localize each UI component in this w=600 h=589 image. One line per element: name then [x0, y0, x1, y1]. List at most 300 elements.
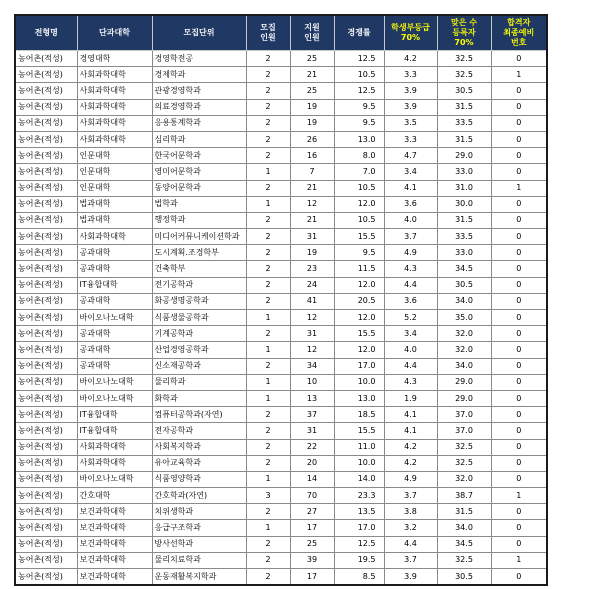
cell-applicants: 21: [290, 212, 334, 228]
cell-score: 32.5: [437, 51, 491, 67]
cell-unit: 건축학부: [152, 261, 246, 277]
cell-score: 32.5: [437, 552, 491, 568]
cell-ratio: 20.5: [334, 293, 384, 309]
cell-score: 32.0: [437, 342, 491, 358]
cell-waitlist: 0: [491, 536, 547, 552]
cell-college: 공과대학: [77, 261, 152, 277]
cell-gpa: 3.9: [384, 99, 437, 115]
cell-track: 농어촌(적성): [15, 423, 77, 439]
cell-ratio: 12.5: [334, 51, 384, 67]
table-row: [15, 99, 547, 115]
cell-unit: 행정학과: [152, 212, 246, 228]
cell-unit: 식품영양학과: [152, 471, 246, 487]
cell-track: 농어촌(적성): [15, 261, 77, 277]
cell-quota: 2: [246, 67, 290, 83]
col-header-waitlist: 합격자 최종예비 번호: [491, 15, 547, 51]
cell-waitlist: 0: [491, 115, 547, 131]
cell-gpa: 4.4: [384, 536, 437, 552]
cell-gpa: 3.7: [384, 488, 437, 504]
cell-gpa: 4.9: [384, 471, 437, 487]
cell-score: 31.5: [437, 131, 491, 147]
cell-quota: 2: [246, 293, 290, 309]
cell-unit: 물리학과: [152, 374, 246, 390]
cell-applicants: 19: [290, 245, 334, 261]
cell-track: 농어촌(적성): [15, 99, 77, 115]
cell-score: 32.0: [437, 471, 491, 487]
cell-waitlist: 0: [491, 148, 547, 164]
cell-applicants: 26: [290, 131, 334, 147]
cell-applicants: 21: [290, 180, 334, 196]
cell-applicants: 22: [290, 439, 334, 455]
table-row: [15, 229, 547, 245]
cell-unit: 기계공학과: [152, 326, 246, 342]
cell-unit: 운동재활복지학과: [152, 569, 246, 586]
cell-quota: 2: [246, 261, 290, 277]
cell-track: 농어촌(적성): [15, 471, 77, 487]
table-row: [15, 536, 547, 552]
cell-quota: 1: [246, 310, 290, 326]
cell-score: 35.0: [437, 310, 491, 326]
table-row: [15, 51, 547, 67]
cell-ratio: 10.5: [334, 180, 384, 196]
cell-college: 공과대학: [77, 342, 152, 358]
cell-ratio: 11.0: [334, 439, 384, 455]
cell-track: 농어촌(적성): [15, 245, 77, 261]
cell-applicants: 31: [290, 423, 334, 439]
cell-applicants: 12: [290, 310, 334, 326]
cell-unit: 법학과: [152, 196, 246, 212]
cell-track: 농어촌(적성): [15, 326, 77, 342]
table-header: [15, 15, 547, 51]
table-row: [15, 552, 547, 568]
cell-ratio: 15.5: [334, 229, 384, 245]
cell-gpa: 4.2: [384, 51, 437, 67]
cell-gpa: 3.2: [384, 520, 437, 536]
cell-college: 공과대학: [77, 245, 152, 261]
cell-score: 32.5: [437, 455, 491, 471]
table-row: [15, 390, 547, 406]
cell-gpa: 3.7: [384, 229, 437, 245]
cell-college: 사회과학대학: [77, 455, 152, 471]
cell-score: 38.7: [437, 488, 491, 504]
cell-applicants: 13: [290, 390, 334, 406]
cell-gpa: 4.1: [384, 180, 437, 196]
cell-waitlist: 0: [491, 277, 547, 293]
cell-college: 사회과학대학: [77, 131, 152, 147]
cell-applicants: 19: [290, 115, 334, 131]
cell-gpa: 3.6: [384, 196, 437, 212]
cell-applicants: 12: [290, 342, 334, 358]
cell-ratio: 8.5: [334, 569, 384, 586]
table-row: [15, 520, 547, 536]
cell-college: 법과대학: [77, 196, 152, 212]
cell-applicants: 37: [290, 407, 334, 423]
table-row: [15, 439, 547, 455]
cell-applicants: 21: [290, 67, 334, 83]
cell-applicants: 31: [290, 326, 334, 342]
cell-applicants: 10: [290, 374, 334, 390]
cell-college: 보건과학대학: [77, 552, 152, 568]
cell-unit: 영미어문학과: [152, 164, 246, 180]
cell-college: IT융합대학: [77, 407, 152, 423]
cell-college: 바이오나노대학: [77, 374, 152, 390]
cell-college: 공과대학: [77, 293, 152, 309]
cell-applicants: 34: [290, 358, 334, 374]
table-row: [15, 67, 547, 83]
cell-track: 농어촌(적성): [15, 552, 77, 568]
cell-college: 인문대학: [77, 164, 152, 180]
cell-quota: 2: [246, 552, 290, 568]
cell-waitlist: 1: [491, 67, 547, 83]
cell-college: 바이오나노대학: [77, 310, 152, 326]
cell-ratio: 9.5: [334, 245, 384, 261]
cell-score: 37.0: [437, 423, 491, 439]
cell-track: 농어촌(적성): [15, 488, 77, 504]
cell-score: 34.0: [437, 520, 491, 536]
cell-unit: 심리학과: [152, 131, 246, 147]
cell-quota: 1: [246, 520, 290, 536]
table-row: [15, 277, 547, 293]
table-row: [15, 488, 547, 504]
cell-score: 31.0: [437, 180, 491, 196]
table-row: [15, 471, 547, 487]
cell-waitlist: 0: [491, 293, 547, 309]
cell-waitlist: 0: [491, 504, 547, 520]
cell-track: 농어촌(적성): [15, 131, 77, 147]
cell-score: 29.0: [437, 148, 491, 164]
table-row: [15, 310, 547, 326]
col-header-applicants: 지원 인원: [290, 15, 334, 51]
cell-ratio: 12.5: [334, 83, 384, 99]
table-row: [15, 245, 547, 261]
cell-quota: 1: [246, 471, 290, 487]
table-row: [15, 504, 547, 520]
cell-track: 농어촌(적성): [15, 115, 77, 131]
cell-track: 농어촌(적성): [15, 310, 77, 326]
cell-score: 31.5: [437, 504, 491, 520]
cell-gpa: 4.0: [384, 212, 437, 228]
table-row: [15, 83, 547, 99]
col-header-ratio: 경쟁률: [334, 15, 384, 51]
cell-track: 농어촌(적성): [15, 520, 77, 536]
cell-college: 사회과학대학: [77, 83, 152, 99]
cell-score: 34.0: [437, 293, 491, 309]
cell-score: 37.0: [437, 407, 491, 423]
cell-unit: 응급구조학과: [152, 520, 246, 536]
cell-ratio: 23.3: [334, 488, 384, 504]
header-row: [15, 15, 547, 51]
cell-unit: 컴퓨터공학과(자연): [152, 407, 246, 423]
cell-college: 사회과학대학: [77, 99, 152, 115]
cell-gpa: 4.0: [384, 342, 437, 358]
cell-quota: 1: [246, 390, 290, 406]
cell-unit: 응용통계학과: [152, 115, 246, 131]
cell-quota: 2: [246, 99, 290, 115]
cell-ratio: 12.0: [334, 310, 384, 326]
col-header-quota: 모집 인원: [246, 15, 290, 51]
table-row: [15, 374, 547, 390]
cell-score: 32.0: [437, 326, 491, 342]
cell-college: 사회과학대학: [77, 439, 152, 455]
cell-unit: 유아교육학과: [152, 455, 246, 471]
cell-unit: 식품생물공학과: [152, 310, 246, 326]
cell-waitlist: 0: [491, 342, 547, 358]
admission-results-table: [14, 14, 548, 586]
cell-waitlist: 0: [491, 569, 547, 586]
cell-ratio: 12.0: [334, 342, 384, 358]
cell-ratio: 13.5: [334, 504, 384, 520]
cell-track: 농어촌(적성): [15, 196, 77, 212]
cell-score: 34.5: [437, 536, 491, 552]
cell-gpa: 3.4: [384, 164, 437, 180]
cell-score: 33.0: [437, 164, 491, 180]
cell-unit: 화학과: [152, 390, 246, 406]
cell-gpa: 4.4: [384, 358, 437, 374]
cell-quota: 1: [246, 164, 290, 180]
cell-ratio: 15.5: [334, 326, 384, 342]
cell-applicants: 25: [290, 51, 334, 67]
cell-waitlist: 0: [491, 245, 547, 261]
cell-applicants: 41: [290, 293, 334, 309]
cell-unit: 한국어문학과: [152, 148, 246, 164]
cell-gpa: 4.3: [384, 374, 437, 390]
cell-track: 농어촌(적성): [15, 180, 77, 196]
table-row: [15, 407, 547, 423]
cell-waitlist: 0: [491, 51, 547, 67]
cell-gpa: 4.1: [384, 423, 437, 439]
col-header-gpa: 학생부등급 70%: [384, 15, 437, 51]
cell-gpa: 4.2: [384, 439, 437, 455]
cell-applicants: 20: [290, 455, 334, 471]
cell-track: 농어촌(적성): [15, 277, 77, 293]
cell-unit: 간호학과(자연): [152, 488, 246, 504]
cell-ratio: 17.0: [334, 520, 384, 536]
cell-score: 30.5: [437, 277, 491, 293]
cell-score: 30.0: [437, 196, 491, 212]
cell-score: 33.5: [437, 115, 491, 131]
cell-unit: 경영학전공: [152, 51, 246, 67]
cell-quota: 1: [246, 374, 290, 390]
table-row: [15, 180, 547, 196]
cell-waitlist: 0: [491, 520, 547, 536]
table-row: [15, 261, 547, 277]
cell-score: 29.0: [437, 390, 491, 406]
cell-score: 30.5: [437, 83, 491, 99]
cell-ratio: 9.5: [334, 115, 384, 131]
cell-college: 사회과학대학: [77, 229, 152, 245]
cell-college: 법과대학: [77, 212, 152, 228]
cell-applicants: 39: [290, 552, 334, 568]
cell-college: 보건과학대학: [77, 504, 152, 520]
cell-ratio: 15.5: [334, 423, 384, 439]
cell-gpa: 1.9: [384, 390, 437, 406]
results-table-container: [14, 14, 548, 586]
table-row: [15, 455, 547, 471]
cell-ratio: 14.0: [334, 471, 384, 487]
cell-waitlist: 0: [491, 439, 547, 455]
cell-track: 농어촌(적성): [15, 212, 77, 228]
table-row: [15, 423, 547, 439]
cell-quota: 2: [246, 229, 290, 245]
cell-applicants: 7: [290, 164, 334, 180]
cell-college: 공과대학: [77, 326, 152, 342]
cell-quota: 2: [246, 439, 290, 455]
cell-waitlist: 0: [491, 310, 547, 326]
cell-college: 보건과학대학: [77, 536, 152, 552]
cell-waitlist: 0: [491, 196, 547, 212]
cell-waitlist: 1: [491, 488, 547, 504]
cell-ratio: 17.0: [334, 358, 384, 374]
cell-track: 농어촌(적성): [15, 51, 77, 67]
cell-quota: 3: [246, 488, 290, 504]
cell-track: 농어촌(적성): [15, 83, 77, 99]
cell-college: 사회과학대학: [77, 67, 152, 83]
cell-college: 바이오나노대학: [77, 390, 152, 406]
cell-ratio: 9.5: [334, 99, 384, 115]
cell-gpa: 4.4: [384, 277, 437, 293]
cell-waitlist: 1: [491, 552, 547, 568]
cell-ratio: 10.0: [334, 455, 384, 471]
cell-applicants: 19: [290, 99, 334, 115]
cell-unit: 화공생명공학과: [152, 293, 246, 309]
cell-gpa: 3.9: [384, 83, 437, 99]
cell-gpa: 4.1: [384, 407, 437, 423]
cell-college: 경영대학: [77, 51, 152, 67]
cell-waitlist: 0: [491, 374, 547, 390]
table-row: [15, 342, 547, 358]
cell-gpa: 5.2: [384, 310, 437, 326]
cell-gpa: 3.4: [384, 326, 437, 342]
cell-ratio: 11.5: [334, 261, 384, 277]
cell-quota: 2: [246, 504, 290, 520]
cell-track: 농어촌(적성): [15, 164, 77, 180]
cell-quota: 2: [246, 148, 290, 164]
cell-quota: 2: [246, 455, 290, 471]
cell-waitlist: 0: [491, 455, 547, 471]
cell-applicants: 23: [290, 261, 334, 277]
cell-score: 34.5: [437, 261, 491, 277]
table-row: [15, 326, 547, 342]
cell-quota: 2: [246, 131, 290, 147]
col-header-college: 단과대학: [77, 15, 152, 51]
cell-track: 농어촌(적성): [15, 407, 77, 423]
cell-applicants: 14: [290, 471, 334, 487]
table-row: [15, 148, 547, 164]
cell-waitlist: 0: [491, 390, 547, 406]
table-row: [15, 358, 547, 374]
cell-waitlist: 0: [491, 164, 547, 180]
cell-ratio: 19.5: [334, 552, 384, 568]
cell-track: 농어촌(적성): [15, 229, 77, 245]
cell-quota: 1: [246, 342, 290, 358]
cell-quota: 2: [246, 569, 290, 586]
cell-unit: 관광경영학과: [152, 83, 246, 99]
cell-gpa: 3.5: [384, 115, 437, 131]
cell-track: 농어촌(적성): [15, 390, 77, 406]
cell-college: 바이오나노대학: [77, 471, 152, 487]
cell-waitlist: 0: [491, 358, 547, 374]
cell-ratio: 10.5: [334, 67, 384, 83]
cell-college: 간호대학: [77, 488, 152, 504]
cell-quota: 2: [246, 536, 290, 552]
cell-score: 33.5: [437, 229, 491, 245]
cell-score: 32.5: [437, 439, 491, 455]
cell-applicants: 31: [290, 229, 334, 245]
cell-applicants: 25: [290, 83, 334, 99]
cell-gpa: 3.3: [384, 131, 437, 147]
cell-unit: 의료경영학과: [152, 99, 246, 115]
cell-waitlist: 0: [491, 212, 547, 228]
cell-quota: 2: [246, 423, 290, 439]
cell-ratio: 13.0: [334, 390, 384, 406]
cell-quota: 1: [246, 196, 290, 212]
cell-unit: 전기공학과: [152, 277, 246, 293]
cell-applicants: 70: [290, 488, 334, 504]
cell-quota: 2: [246, 51, 290, 67]
cell-quota: 2: [246, 83, 290, 99]
table-row: [15, 196, 547, 212]
table-row: [15, 293, 547, 309]
table-body: [15, 51, 547, 586]
cell-ratio: 12.0: [334, 277, 384, 293]
cell-unit: 물리치료학과: [152, 552, 246, 568]
cell-applicants: 17: [290, 569, 334, 586]
cell-quota: 2: [246, 180, 290, 196]
cell-unit: 사회복지학과: [152, 439, 246, 455]
cell-applicants: 17: [290, 520, 334, 536]
cell-applicants: 16: [290, 148, 334, 164]
cell-applicants: 27: [290, 504, 334, 520]
cell-unit: 전자공학과: [152, 423, 246, 439]
cell-track: 농어촌(적성): [15, 293, 77, 309]
cell-gpa: 3.6: [384, 293, 437, 309]
cell-college: 인문대학: [77, 180, 152, 196]
cell-unit: 산업경영공학과: [152, 342, 246, 358]
table-row: [15, 164, 547, 180]
cell-ratio: 18.5: [334, 407, 384, 423]
cell-gpa: 4.2: [384, 455, 437, 471]
cell-college: 보건과학대학: [77, 520, 152, 536]
cell-unit: 치위생학과: [152, 504, 246, 520]
cell-college: 인문대학: [77, 148, 152, 164]
cell-waitlist: 0: [491, 131, 547, 147]
cell-unit: 미디어커뮤니케이션학과: [152, 229, 246, 245]
cell-track: 농어촌(적성): [15, 148, 77, 164]
cell-waitlist: 0: [491, 83, 547, 99]
cell-track: 농어촌(적성): [15, 455, 77, 471]
cell-gpa: 3.3: [384, 67, 437, 83]
cell-track: 농어촌(적성): [15, 374, 77, 390]
cell-unit: 도시계획.조경학부: [152, 245, 246, 261]
cell-college: 사회과학대학: [77, 115, 152, 131]
cell-waitlist: 0: [491, 261, 547, 277]
cell-ratio: 12.5: [334, 536, 384, 552]
cell-gpa: 4.7: [384, 148, 437, 164]
table-row: [15, 131, 547, 147]
cell-unit: 신소재공학과: [152, 358, 246, 374]
cell-score: 33.0: [437, 245, 491, 261]
table-row: [15, 115, 547, 131]
cell-applicants: 25: [290, 536, 334, 552]
cell-gpa: 3.7: [384, 552, 437, 568]
cell-score: 30.5: [437, 569, 491, 586]
cell-waitlist: 0: [491, 423, 547, 439]
cell-quota: 2: [246, 277, 290, 293]
cell-ratio: 12.0: [334, 196, 384, 212]
cell-ratio: 8.0: [334, 148, 384, 164]
cell-applicants: 12: [290, 196, 334, 212]
cell-unit: 방사선학과: [152, 536, 246, 552]
